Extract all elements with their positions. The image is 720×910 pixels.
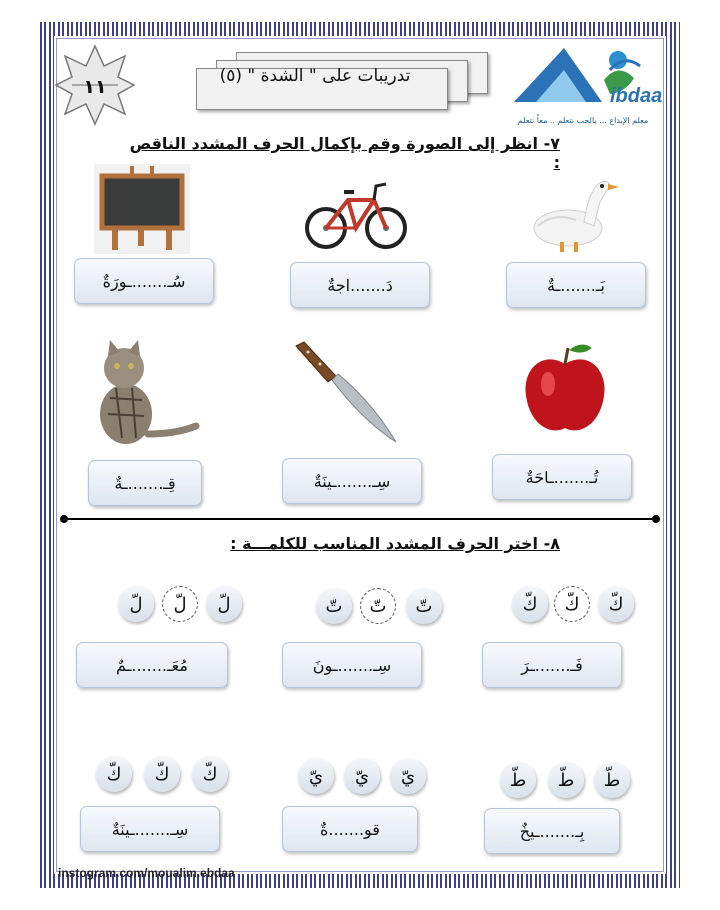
q7-answer-box[interactable]: قِـ.......ـةٌ <box>88 460 202 506</box>
bicycle-icon <box>304 170 408 256</box>
letter-option[interactable]: طّ <box>548 762 584 798</box>
duck-icon <box>524 172 620 256</box>
q7-answer-box[interactable]: سِـ.......ـينَةٌ <box>282 458 422 504</box>
letter-option[interactable]: كّ <box>144 756 180 792</box>
q8-answer-box[interactable]: بِـ.......ـيخٌ <box>484 808 620 854</box>
letter-option[interactable]: يّ <box>344 758 380 794</box>
letter-option[interactable]: كّ <box>598 586 634 622</box>
divider-dot <box>60 515 68 523</box>
letter-option[interactable]: كّ <box>96 756 132 792</box>
footer-url: instogram.com/moualim.ebdaa <box>58 866 235 880</box>
letter-option[interactable]: كّ <box>512 586 548 622</box>
letter-option[interactable]: تّ <box>316 588 352 624</box>
q8-answer-box[interactable]: فَـ.......ـرَ <box>482 642 622 688</box>
letter-option[interactable]: طّ <box>500 762 536 798</box>
letter-option[interactable]: كّ <box>554 586 590 622</box>
letter-option[interactable]: تّ <box>406 588 442 624</box>
q7-answer-box[interactable]: تُـ.......ـاحَةٌ <box>492 454 632 500</box>
page-title: تدريبات على " الشدة " (٥) <box>219 66 411 86</box>
q7-answer-box[interactable]: بَـ.......ـةٌ <box>506 262 646 308</box>
q7-answer-box[interactable]: دَ.......اجةٌ <box>290 262 430 308</box>
apple-icon <box>522 340 608 436</box>
letter-option[interactable]: كّ <box>192 756 228 792</box>
chalkboard-icon <box>94 164 190 254</box>
page-number: ١١ <box>83 76 107 98</box>
letter-option[interactable]: طّ <box>594 762 630 798</box>
question-7-title: ٧- انظر إلى الصورة وقم بإكمال الحرف المشدد الناقص : <box>129 134 560 172</box>
letter-option[interactable]: لّ <box>206 586 242 622</box>
letter-option[interactable]: يّ <box>298 758 334 794</box>
knife-icon <box>292 340 398 444</box>
cat-icon <box>86 338 198 448</box>
letter-option[interactable]: تّ <box>360 588 396 624</box>
logo-tagline: معلم الإبداع ... بالحب نتعلم .. معاً نتعلم <box>517 116 649 125</box>
logo-word: ibdaa <box>610 85 663 107</box>
q8-answer-box[interactable]: قو.......ةٌ <box>282 806 418 852</box>
letter-option[interactable]: لّ <box>162 586 198 622</box>
section-divider <box>64 518 656 520</box>
q8-answer-box[interactable]: سِـ.......ـينَةٌ <box>80 806 220 852</box>
q8-answer-box[interactable]: مُعَـ.......ـمٌ <box>76 642 228 688</box>
divider-dot <box>652 515 660 523</box>
letter-option[interactable]: لّ <box>118 586 154 622</box>
question-8-title: ٨- اختر الحرف المشدد المناسب للكلمـــة : <box>230 534 560 553</box>
letter-option[interactable]: يّ <box>390 758 426 794</box>
q8-answer-box[interactable]: سِـ.......ـونَ <box>282 642 422 688</box>
q7-answer-box[interactable]: سُـ.......ـورَةٌ <box>74 258 214 304</box>
